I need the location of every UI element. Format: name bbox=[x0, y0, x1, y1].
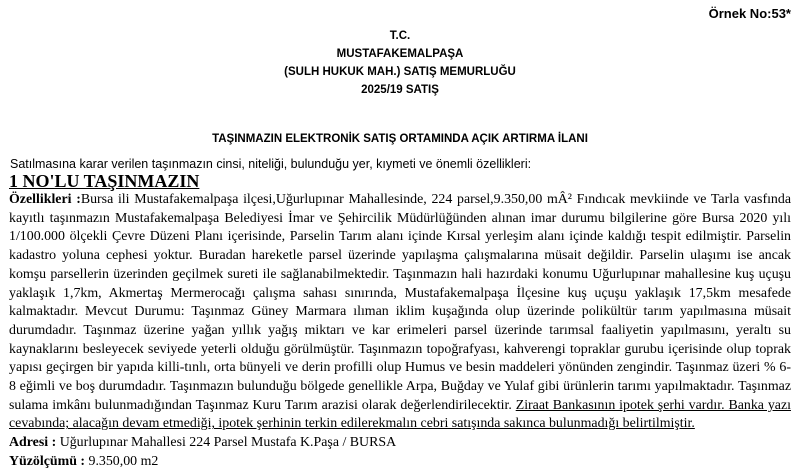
area-label: Yüzölçümü : bbox=[9, 453, 86, 469]
header-office: (SULH HUKUK MAH.) SATIŞ MEMURLUĞU bbox=[284, 66, 516, 78]
area-line bbox=[9, 453, 791, 472]
features-text: Bursa ili Mustafakemalpaşa ilçesi,Uğurlupınar Mahallesinde, 224 parsel,9.350,00 mÂ² Fındıcak mevkiinde ve Tarla vasfında kayıtlı taşınmazın Mustafakemalpaşa Belediyesi İmar ve Şehircilik Müdürlüğünden alınan imar durumu bilgilerine göre Bursa 2020 yılı 1/100.000 ölçekli Çevre Düzeni Planı içerisinde, Parselin Tarım alanı içinde Kırsal yerleşim alanı içinde kaldığı tespit edilmiştir. Parselin kadastro yoluna cephesi yoktur. Buradan hareketle parsel üzerinde yapılaşma çalışmalarına müsait değildir. Parselin ulaşımı ise ancak komşu parsellerin üzerinden geçilmek sureti ile sağlanabilmektedir. Taşınmazın hali hazırdaki konumu Uğurlupınar mahallesine kuş uçuşu yaklaşık 1,7km, Akmertaş Mermerocağı çalışma sahası sınırında, Mustafakemalpaşa İlçesine kuş uçuşu yaklaşık 17,5km mesafede kalmaktadır. Mevcut Durumu: Taşınmaz Güney Marmara ılıman iklim kuşağında olup üzerinde polikültür tarım yapılmasına müsait durumdadır. Taşınmaz üzerine yağan yıllık yağış miktarı ve kar erimeleri parsel üzerinde tarımsal faaliyetin yapılmasını, yeraltı su kaynaklarını besleyecek seviyede yeterli olduğu görülmüştür. Taşınmazın topoğrafyası, kahverengi topraklar gurubu içerisinde olup toprak yapısı geçirgen bir yapıda killi-tınlı, orta bünyeli ve derin profilli olup Humus ve besin maddeleri yönünden zengindir. Taşınmaz üzeri % 6-8 eğimli ve boş durumdadır. Taşınmazın bulunduğu bölgede genellikle Arpa, Buğday ve Yulaf gibi ürünlerin tarımı yapılmaktadır. Taşınmaz sulama imkânı bulunmadığından Taşınmaz Kuru Tarım arazisi olarak değerlendirilecektir. bbox=[9, 192, 791, 413]
property-details bbox=[9, 191, 791, 472]
header-case-number: 2025/19 SATIŞ bbox=[361, 84, 439, 96]
sample-number: Örnek No:53* bbox=[708, 6, 791, 21]
header-city: MUSTAFAKEMALPAŞA bbox=[336, 48, 464, 60]
features-label: Özellikleri : bbox=[9, 192, 81, 207]
features-paragraph bbox=[9, 191, 791, 434]
header-tc: T.C. bbox=[389, 30, 411, 42]
intro-text: Satılmasına karar verilen taşınmazın cinsi, niteliği, bulunduğu yer, kıymeti ve önemli özellikleri: bbox=[10, 157, 532, 171]
address-label: Adresi : bbox=[9, 435, 57, 451]
mortgage-note: Ziraat Bankasının ipotek şerhi vardır. Banka yazı cevabında; alacağın devam etmediği, ipotek şerhinin terkin edilerekmalın cebri satışında sakınca bulunmadığı belirtilmiştir. bbox=[9, 397, 791, 432]
section-heading: 1 NO'LU TAŞINMAZIN bbox=[9, 171, 200, 191]
address-line bbox=[9, 434, 791, 453]
area-value: 9.350,00 m2 bbox=[88, 453, 159, 469]
address-value: Uğurlupınar Mahallesi 224 Parsel Mustafa K.Paşa / BURSA bbox=[59, 435, 397, 451]
notice-title: TAŞINMAZIN ELEKTRONİK SATIŞ ORTAMINDA AÇIK ARTIRMA İLANI bbox=[212, 133, 588, 145]
